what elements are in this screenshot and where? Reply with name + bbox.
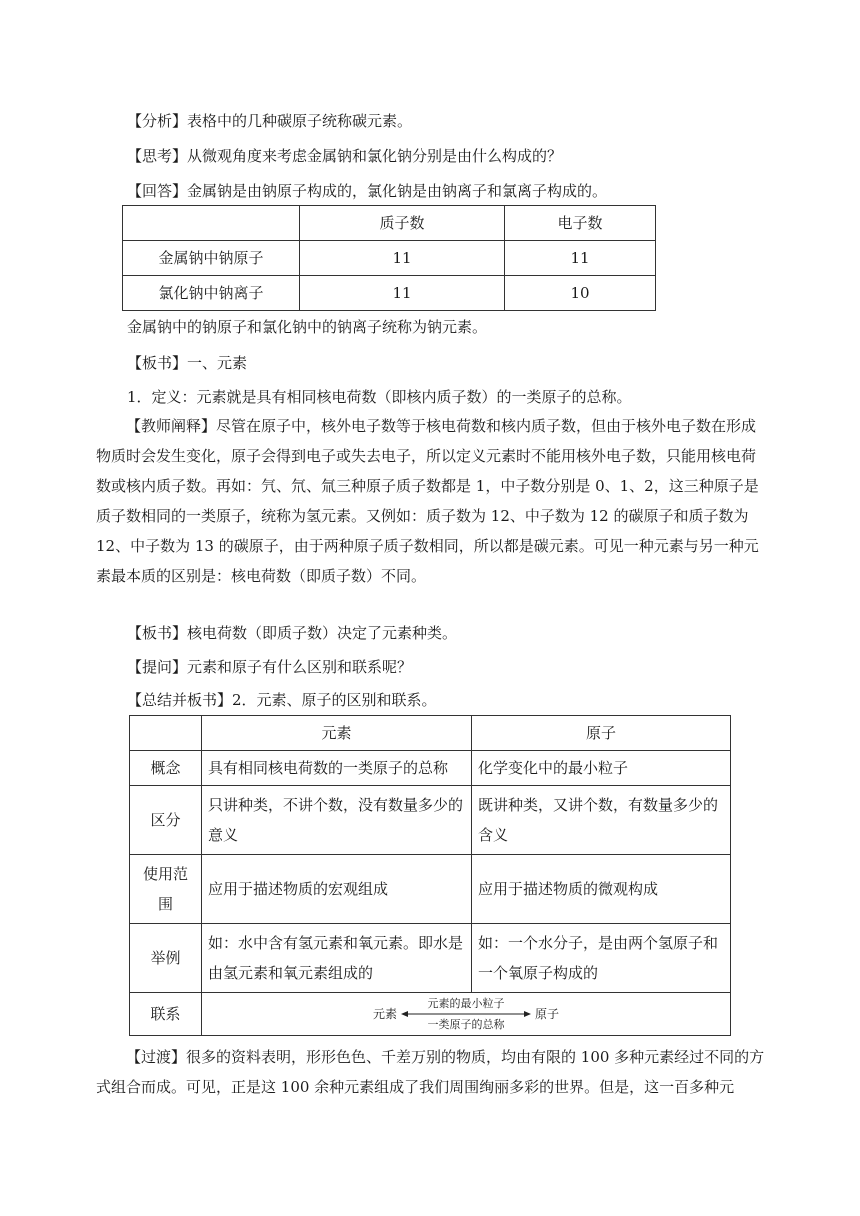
diagram-arrows bbox=[401, 997, 531, 1031]
table-cell: 11 bbox=[505, 241, 656, 276]
table-cell: 化学变化中的最小粒子 bbox=[472, 751, 731, 786]
double-arrow-icon bbox=[401, 1010, 531, 1018]
table-cell: 如：一个水分子，是由两个氢原子和一个氧原子构成的 bbox=[472, 924, 731, 993]
table-header-row bbox=[130, 716, 731, 751]
table-row bbox=[123, 241, 656, 276]
table-row bbox=[123, 276, 656, 311]
summary-board-line: 【总结并板书】2．元素、原子的区别和联系。 bbox=[127, 691, 437, 709]
table-cell: 应用于描述物质的微观构成 bbox=[472, 855, 731, 924]
table-cell: 氯化钠中钠离子 bbox=[123, 276, 300, 311]
header-cell bbox=[130, 716, 202, 751]
teacher-explanation: 【教师阐释】尽管在原子中，核外电子数等于核电荷数和核内质子数，但由于核外电子数在形成物质时会发生变化，原子会得到电子或失去电子，所以定义元素时不能用核外电子数，只能用核电荷数或核内质子数。再如：氕、氘、氚三种原子质子数都是 1，中子数分别是 0、1、2，这三种原子是质子数相同的一类原子，统称为氢元素。又例如：质子数为 12、中子数为 12 的碳原子和质子数为 12、中子数为 13 的碳原子，由于两种原子质子数相同，所以都是碳元素。可见一种元素与另一种元素最本质的区别是：核电荷数（即质子数）不同。 bbox=[96, 417, 759, 585]
row-label: 概念 bbox=[130, 751, 202, 786]
table-cell: 金属钠中钠原子 bbox=[123, 241, 300, 276]
row-label: 区分 bbox=[130, 786, 202, 855]
table-row bbox=[130, 924, 731, 993]
diagram-bottom-label: 一类原子的总称 bbox=[427, 1018, 505, 1031]
board-heading: 【板书】一、元素 bbox=[127, 354, 248, 372]
relation-diagram bbox=[202, 996, 730, 1032]
table-cell: 如：水中含有氢元素和氧元素。即水是由氢元素和氧元素组成的 bbox=[202, 924, 472, 993]
table-cell: 既讲种类，又讲个数，有数量多少的含义 bbox=[472, 786, 731, 855]
table-cell: 只讲种类，不讲个数，没有数量多少的意义 bbox=[202, 786, 472, 855]
table-cell: 具有相同核电荷数的一类原子的总称 bbox=[202, 751, 472, 786]
answer-line: 【回答】金属钠是由钠原子构成的，氯化钠是由钠离子和氯离子构成的。 bbox=[127, 182, 608, 200]
table-row bbox=[130, 751, 731, 786]
table-cell: 应用于描述物质的宏观组成 bbox=[202, 855, 472, 924]
row-label: 联系 bbox=[130, 993, 202, 1036]
transition-paragraph: 【过渡】很多的资料表明，形形色色、千差万别的物质，均由有限的 100 多种元素经过不同的方式组合而成。可见，正是这 100 余种元素组成了我们周围绚丽多彩的世界。但是，这一百多种元 bbox=[96, 1048, 765, 1096]
row-label: 举例 bbox=[130, 924, 202, 993]
definition-line: 1．定义：元素就是具有相同核电荷数（即核内质子数）的一类原子的总称。 bbox=[127, 388, 632, 406]
summary-line: 金属钠中的钠原子和氯化钠中的钠离子统称为钠元素。 bbox=[127, 318, 488, 336]
diagram-right-label: 原子 bbox=[535, 1007, 560, 1021]
header-cell: 元素 bbox=[202, 716, 472, 751]
header-cell: 电子数 bbox=[505, 206, 656, 241]
table-cell: 11 bbox=[300, 276, 505, 311]
relation-diagram-cell bbox=[202, 993, 731, 1036]
row-label: 使用范围 bbox=[130, 855, 202, 924]
question-line: 【提问】元素和原子有什么区别和联系呢？ bbox=[127, 658, 413, 676]
header-cell bbox=[123, 206, 300, 241]
table-row bbox=[130, 993, 731, 1036]
table-row bbox=[130, 786, 731, 855]
table-cell: 11 bbox=[300, 241, 505, 276]
board-line: 【板书】核电荷数（即质子数）决定了元素种类。 bbox=[127, 624, 458, 642]
table-cell: 10 bbox=[505, 276, 656, 311]
table-row bbox=[130, 855, 731, 924]
element-atom-table bbox=[129, 715, 731, 1036]
header-cell: 原子 bbox=[472, 716, 731, 751]
diagram-left-label: 元素 bbox=[372, 1007, 397, 1021]
analysis-line: 【分析】表格中的几种碳原子统称碳元素。 bbox=[127, 112, 413, 130]
thinking-line: 【思考】从微观角度来考虑金属钠和氯化钠分别是由什么构成的？ bbox=[127, 147, 563, 165]
header-cell: 质子数 bbox=[300, 206, 505, 241]
table-header-row bbox=[123, 206, 656, 241]
sodium-table bbox=[122, 205, 656, 311]
diagram-top-label: 元素的最小粒子 bbox=[427, 997, 505, 1010]
